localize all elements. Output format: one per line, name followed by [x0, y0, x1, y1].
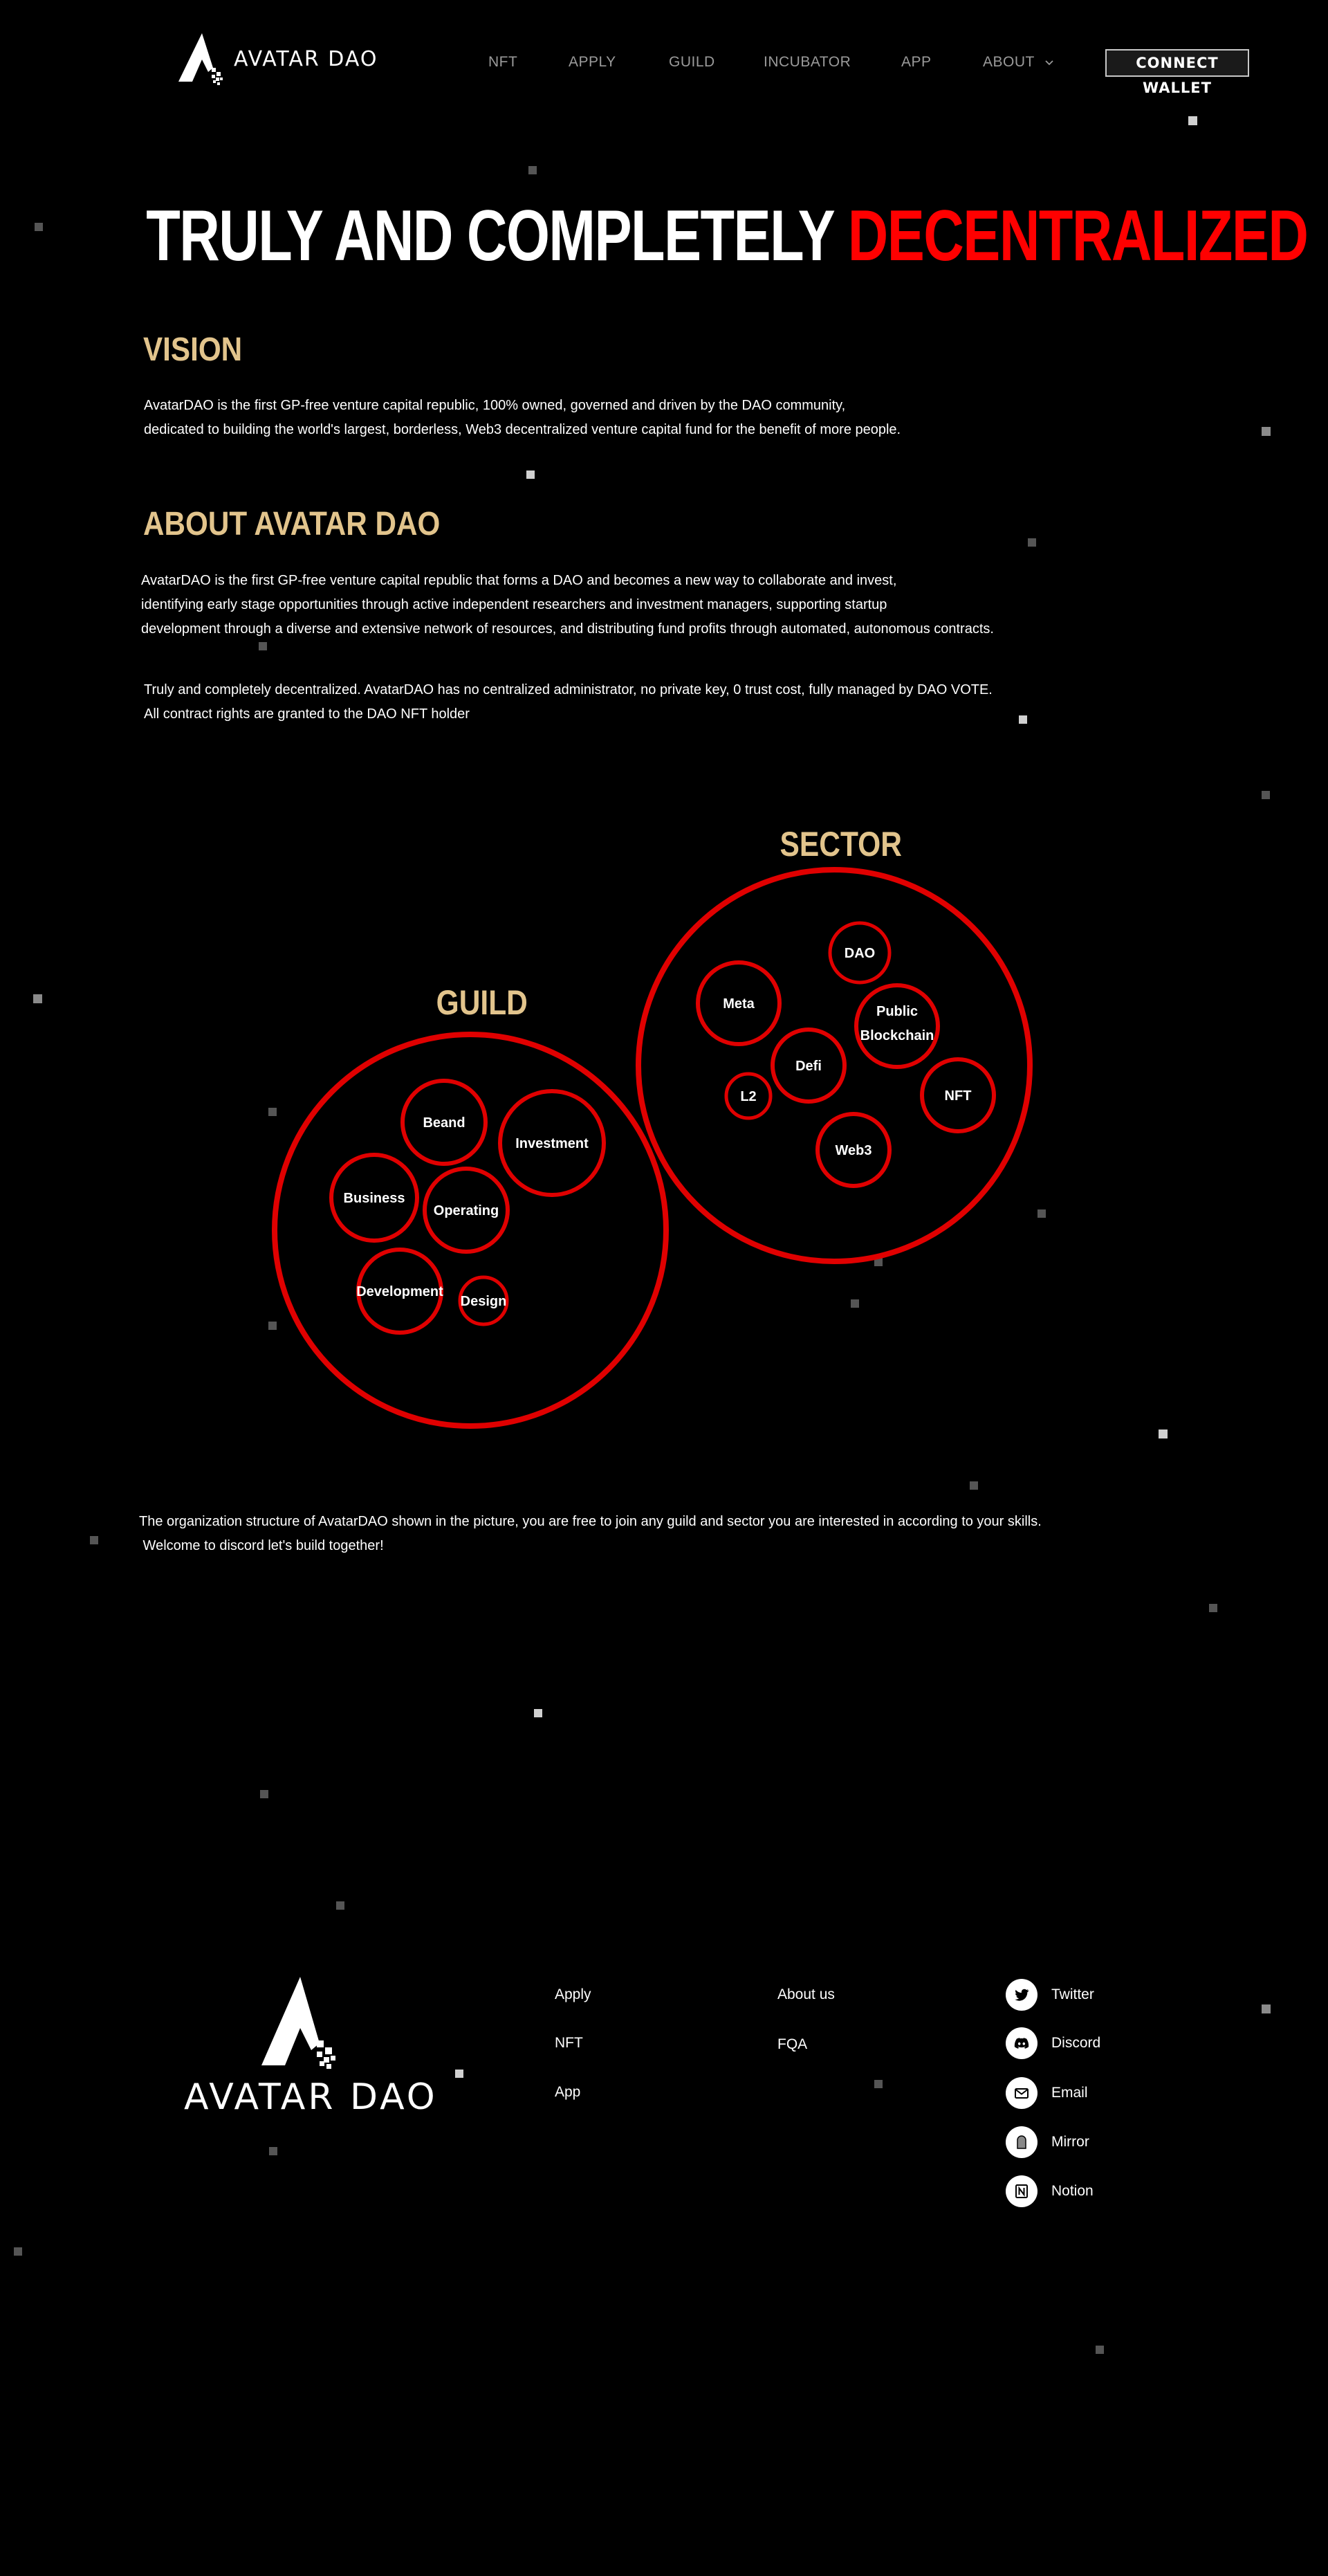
- sector-title: SECTOR: [780, 825, 902, 864]
- connect-wallet-button[interactable]: CONNECT WALLET: [1105, 49, 1249, 77]
- decor-square: [269, 2147, 277, 2155]
- discord-icon: [1006, 2027, 1038, 2059]
- social-label: Discord: [1051, 2035, 1101, 2051]
- decor-square: [1096, 2346, 1104, 2354]
- footer-link-nft[interactable]: NFT: [555, 2035, 583, 2051]
- notion-icon: [1006, 2175, 1038, 2207]
- guild-label-investment: Investment: [515, 1136, 589, 1151]
- decor-square: [90, 1536, 98, 1544]
- decor-square: [534, 1709, 542, 1717]
- footer-link-about-us[interactable]: About us: [777, 1986, 835, 2002]
- sector-label-defi: Defi: [795, 1059, 822, 1074]
- vision-line: dedicated to building the world's largest, borderless, Web3 decentralized venture capital fund for the benefit of more people.: [144, 422, 901, 437]
- header-brand-name: AVATAR DAO: [234, 47, 378, 71]
- guild-title: GUILD: [436, 983, 528, 1022]
- footer-logo[interactable]: [183, 1975, 438, 2124]
- footer-social-twitter[interactable]: [1006, 1979, 1144, 2013]
- guild-label-operating: Operating: [433, 1203, 499, 1218]
- sector-label-web3: Web3: [835, 1143, 872, 1158]
- social-label: Twitter: [1051, 1986, 1094, 2002]
- sector-label-nft: NFT: [944, 1088, 972, 1104]
- mirror-icon: [1006, 2126, 1038, 2158]
- social-label: Notion: [1051, 2183, 1094, 2199]
- hero-heading-white: TRULY AND COMPLETELY: [146, 196, 833, 276]
- structure-note-line: Welcome to discord let's build together!: [139, 1538, 384, 1553]
- sector-label-meta: Meta: [723, 996, 755, 1012]
- sector-bubble-public-blockchain[interactable]: [856, 985, 938, 1067]
- nav-nft[interactable]: NFT: [488, 54, 518, 70]
- vision-title: VISION: [143, 331, 243, 368]
- sector-label-blockchain: Blockchain: [860, 1028, 934, 1043]
- footer-link-app[interactable]: App: [555, 2084, 581, 2100]
- decor-square: [874, 2080, 883, 2088]
- sector-label-dao: DAO: [844, 946, 876, 961]
- nav-incubator[interactable]: INCUBATOR: [764, 54, 851, 70]
- decor-square: [336, 1901, 344, 1910]
- footer-link-apply[interactable]: Apply: [555, 1986, 591, 2002]
- nav-apply[interactable]: APPLY: [569, 54, 616, 70]
- twitter-icon: [1006, 1979, 1038, 2011]
- guild-label-business: Business: [343, 1191, 405, 1206]
- sector-circle: [638, 870, 1030, 1261]
- footer-social-notion[interactable]: [1006, 2175, 1144, 2210]
- nav-guild[interactable]: GUILD: [669, 54, 715, 70]
- social-label: Mirror: [1051, 2134, 1089, 2150]
- structure-note: [139, 1510, 1042, 1558]
- hero-heading-red: DECENTRALIZED: [847, 196, 1308, 276]
- guild-label-design: Design: [460, 1294, 507, 1309]
- avatar-dao-logo-icon: [257, 1975, 347, 2072]
- footer-social-discord[interactable]: [1006, 2027, 1144, 2062]
- decentralized-line: Truly and completely decentralized. AvatarDAO has no centralized administrator, no private key, 0 trust cost, fully managed by DAO VOTE.: [144, 682, 993, 697]
- sector-label-l2: L2: [740, 1089, 757, 1104]
- footer-social-email[interactable]: [1006, 2077, 1144, 2112]
- guild-circle: [275, 1034, 666, 1426]
- guild-label-development: Development: [356, 1284, 443, 1299]
- sector-label-public: Public: [876, 1004, 919, 1019]
- footer-brand-name: AVATAR DAO: [184, 2076, 438, 2118]
- about-line: development through a diverse and extensive network of resources, and distributing fund profits through automated, autonomous contracts.: [141, 621, 994, 637]
- about-line: identifying early stage opportunities through active independent researchers and investment managers, supporting startup: [141, 597, 887, 612]
- footer-link-fqa[interactable]: FQA: [777, 2036, 808, 2052]
- vision-line: AvatarDAO is the first GP-free venture capital republic, 100% owned, governed and driven by the DAO community,: [144, 398, 846, 413]
- guild-label-beand: Beand: [423, 1115, 465, 1131]
- about-title: ABOUT AVATAR DAO: [143, 506, 441, 542]
- footer-social-mirror[interactable]: [1006, 2126, 1144, 2161]
- email-icon: [1006, 2077, 1038, 2109]
- decor-square: [1262, 2004, 1271, 2013]
- structure-note-line: The organization structure of AvatarDAO shown in the picture, you are free to join any guild and sector you are interested in according to your skills.: [139, 1514, 1042, 1529]
- nav-about-label: ABOUT: [983, 54, 1035, 70]
- decor-square: [1209, 1604, 1217, 1612]
- decentralized-line: All contract rights are granted to the DAO NFT holder: [144, 706, 470, 722]
- decor-square: [260, 1790, 268, 1798]
- decor-square: [455, 2070, 463, 2078]
- social-label: Email: [1051, 2085, 1088, 2101]
- about-line: AvatarDAO is the first GP-free venture capital republic that forms a DAO and becomes a new way to collaborate and invest,: [141, 573, 897, 588]
- nav-app[interactable]: APP: [901, 54, 932, 70]
- decor-square: [14, 2247, 22, 2256]
